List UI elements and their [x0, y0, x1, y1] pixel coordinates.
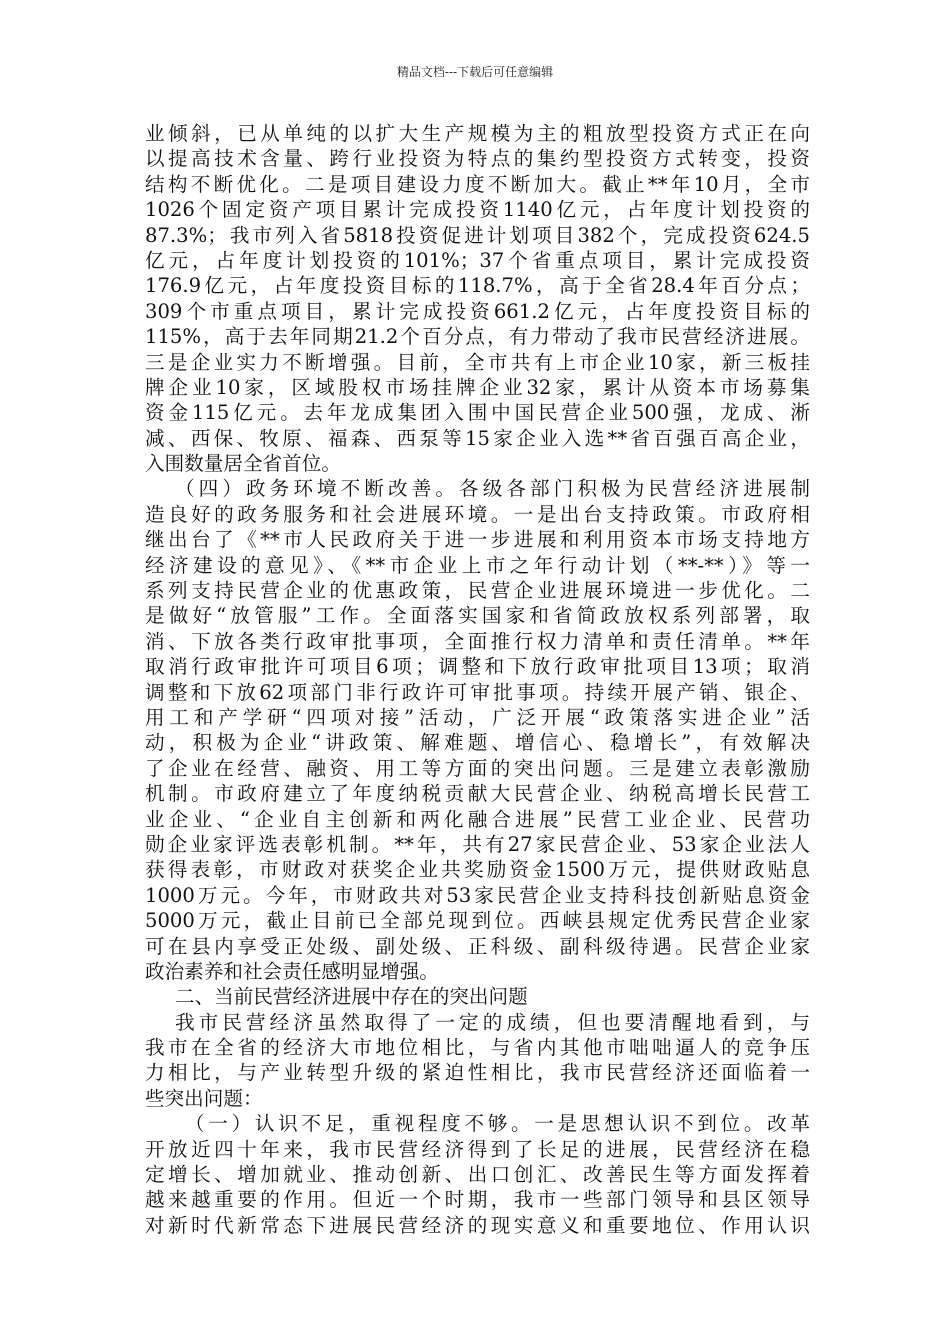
text-line: 结构不断优化。二是项目建设力度不断加大。截止**年10月，全市 [145, 172, 810, 196]
text-line: 调整和下放62项部门非行政许可审批事项。持续开展产销、银企、 [145, 680, 810, 704]
text-line: （一）认识不足，重视程度不够。一是思想认识不到位。改革 [185, 1112, 810, 1136]
text-line: 1026个固定资产项目累计完成投资1140亿元，占年度计划投资的 [145, 198, 810, 222]
text-line: 继出台了《**市人民政府关于进一步进展和利用资本市场支持地方 [145, 528, 810, 552]
text-line: 机制。市政府建立了年度纳税贡献大民营企业、纳税高增长民营工 [145, 782, 810, 806]
page-header: 精品文档---下载后可任意编辑 [396, 65, 554, 79]
text-line: 176.9亿元，占年度投资目标的118.7%，高于全省28.4年百分点； [145, 274, 810, 298]
text-line: 115%，高于去年同期21.2个百分点，有力带动了我市民营经济进展。 [145, 325, 810, 349]
document-body [145, 121, 810, 1238]
text-line: 1000万元。今年，市财政共对53家民营企业支持科技创新贴息资金 [145, 883, 810, 907]
text-line: 经济建设的意见》、《**市企业上市之年行动计划（**-**）》等一 [145, 553, 810, 577]
text-line: 获得表彰，市财政对获奖企业共奖励资金1500万元，提供财政贴息 [145, 858, 810, 882]
text-line: 政治素养和社会责任感明显增强。 [145, 959, 439, 983]
text-line: 勋企业家评选表彰机制。**年，共有27家民营企业、53家企业法人 [145, 832, 810, 856]
text-line: 三是企业实力不断增强。目前，全市共有上市企业10家，新三板挂 [145, 350, 810, 374]
text-line: 亿元，占年度计划投资的101%；37个省重点项目，累计完成投资 [145, 248, 810, 272]
text-line: 消、下放各类行政审批事项，全面推行权力清单和责任清单。**年 [145, 629, 810, 653]
text-line: 动，积极为企业“讲政策、解难题、增信心、稳增长”，有效解决 [145, 731, 810, 755]
text-line: 资金115亿元。去年龙成集团入围中国民营企业500强，龙成、淅 [145, 401, 810, 425]
text-line: 入围数量居全省首位。 [145, 452, 341, 476]
text-line: 取消行政审批许可项目6项；调整和下放行政审批项目13项；取消 [145, 655, 810, 679]
text-line: 造良好的政务服务和社会进展环境。一是出台支持政策。市政府相 [145, 502, 810, 526]
text-line: 牌企业10家，区域股权市场挂牌企业32家，累计从资本市场募集 [145, 375, 810, 399]
text-line: 309个市重点项目，累计完成投资661.2亿元，占年度投资目标的 [145, 299, 810, 323]
text-line: 我市在全省的经济大市地位相比，与省内其他市咄咄逼人的竞争压 [145, 1036, 810, 1060]
text-line: （四）政务环境不断改善。各级各部门积极为民营经济进展制 [175, 477, 810, 501]
text-line: 减、西保、牧原、福森、西泵等15家企业入选**省百强百高企业， [145, 426, 810, 450]
text-line: 些突出问题： [145, 1086, 263, 1110]
text-line: 定增长、增加就业、推动创新、出口创汇、改善民生等方面发挥着 [145, 1163, 810, 1187]
text-line: 对新时代新常态下进展民营经济的现实意义和重要地位、作用认识 [145, 1213, 810, 1237]
text-line: 二、当前民营经济进展中存在的突出问题 [175, 985, 528, 1009]
text-line: 越来越重要的作用。但近一个时期，我市一些部门领导和县区领导 [145, 1188, 810, 1212]
text-line: 业企业、“企业自主创新和两化融合进展”民营工业企业、民营功 [145, 807, 810, 831]
text-line: 用工和产学研“四项对接”活动，广泛开展“政策落实进企业”活 [145, 705, 810, 729]
text-line: 是做好“放管服”工作。全面落实国家和省简政放权系列部署，取 [145, 604, 810, 628]
text-line: 5000万元，截止目前已全部兑现到位。西峡县规定优秀民营企业家 [145, 909, 810, 933]
text-line: 以提高技术含量、跨行业投资为特点的集约型投资方式转变，投资 [145, 147, 810, 171]
text-line: 开放近四十年来，我市民营经济得到了长足的进展，民营经济在稳 [145, 1137, 810, 1161]
text-line: 系列支持民营企业的优惠政策，民营企业进展环境进一步优化。二 [145, 579, 810, 603]
text-line: 可在县内享受正处级、副处级、正科级、副科级待遇。民营企业家 [145, 934, 810, 958]
text-line: 了企业在经营、融资、用工等方面的突出问题。三是建立表彰激励 [145, 756, 810, 780]
text-line: 力相比，与产业转型升级的紧迫性相比，我市民营经济还面临着一 [145, 1061, 810, 1085]
text-line: 87.3%；我市列入省5818投资促进计划项目382个，完成投资624.5 [145, 223, 810, 247]
text-line: 我市民营经济虽然取得了一定的成绩，但也要清醒地看到，与 [175, 1010, 810, 1034]
text-line: 业倾斜，已从单纯的以扩大生产规模为主的粗放型投资方式正在向 [145, 122, 810, 145]
